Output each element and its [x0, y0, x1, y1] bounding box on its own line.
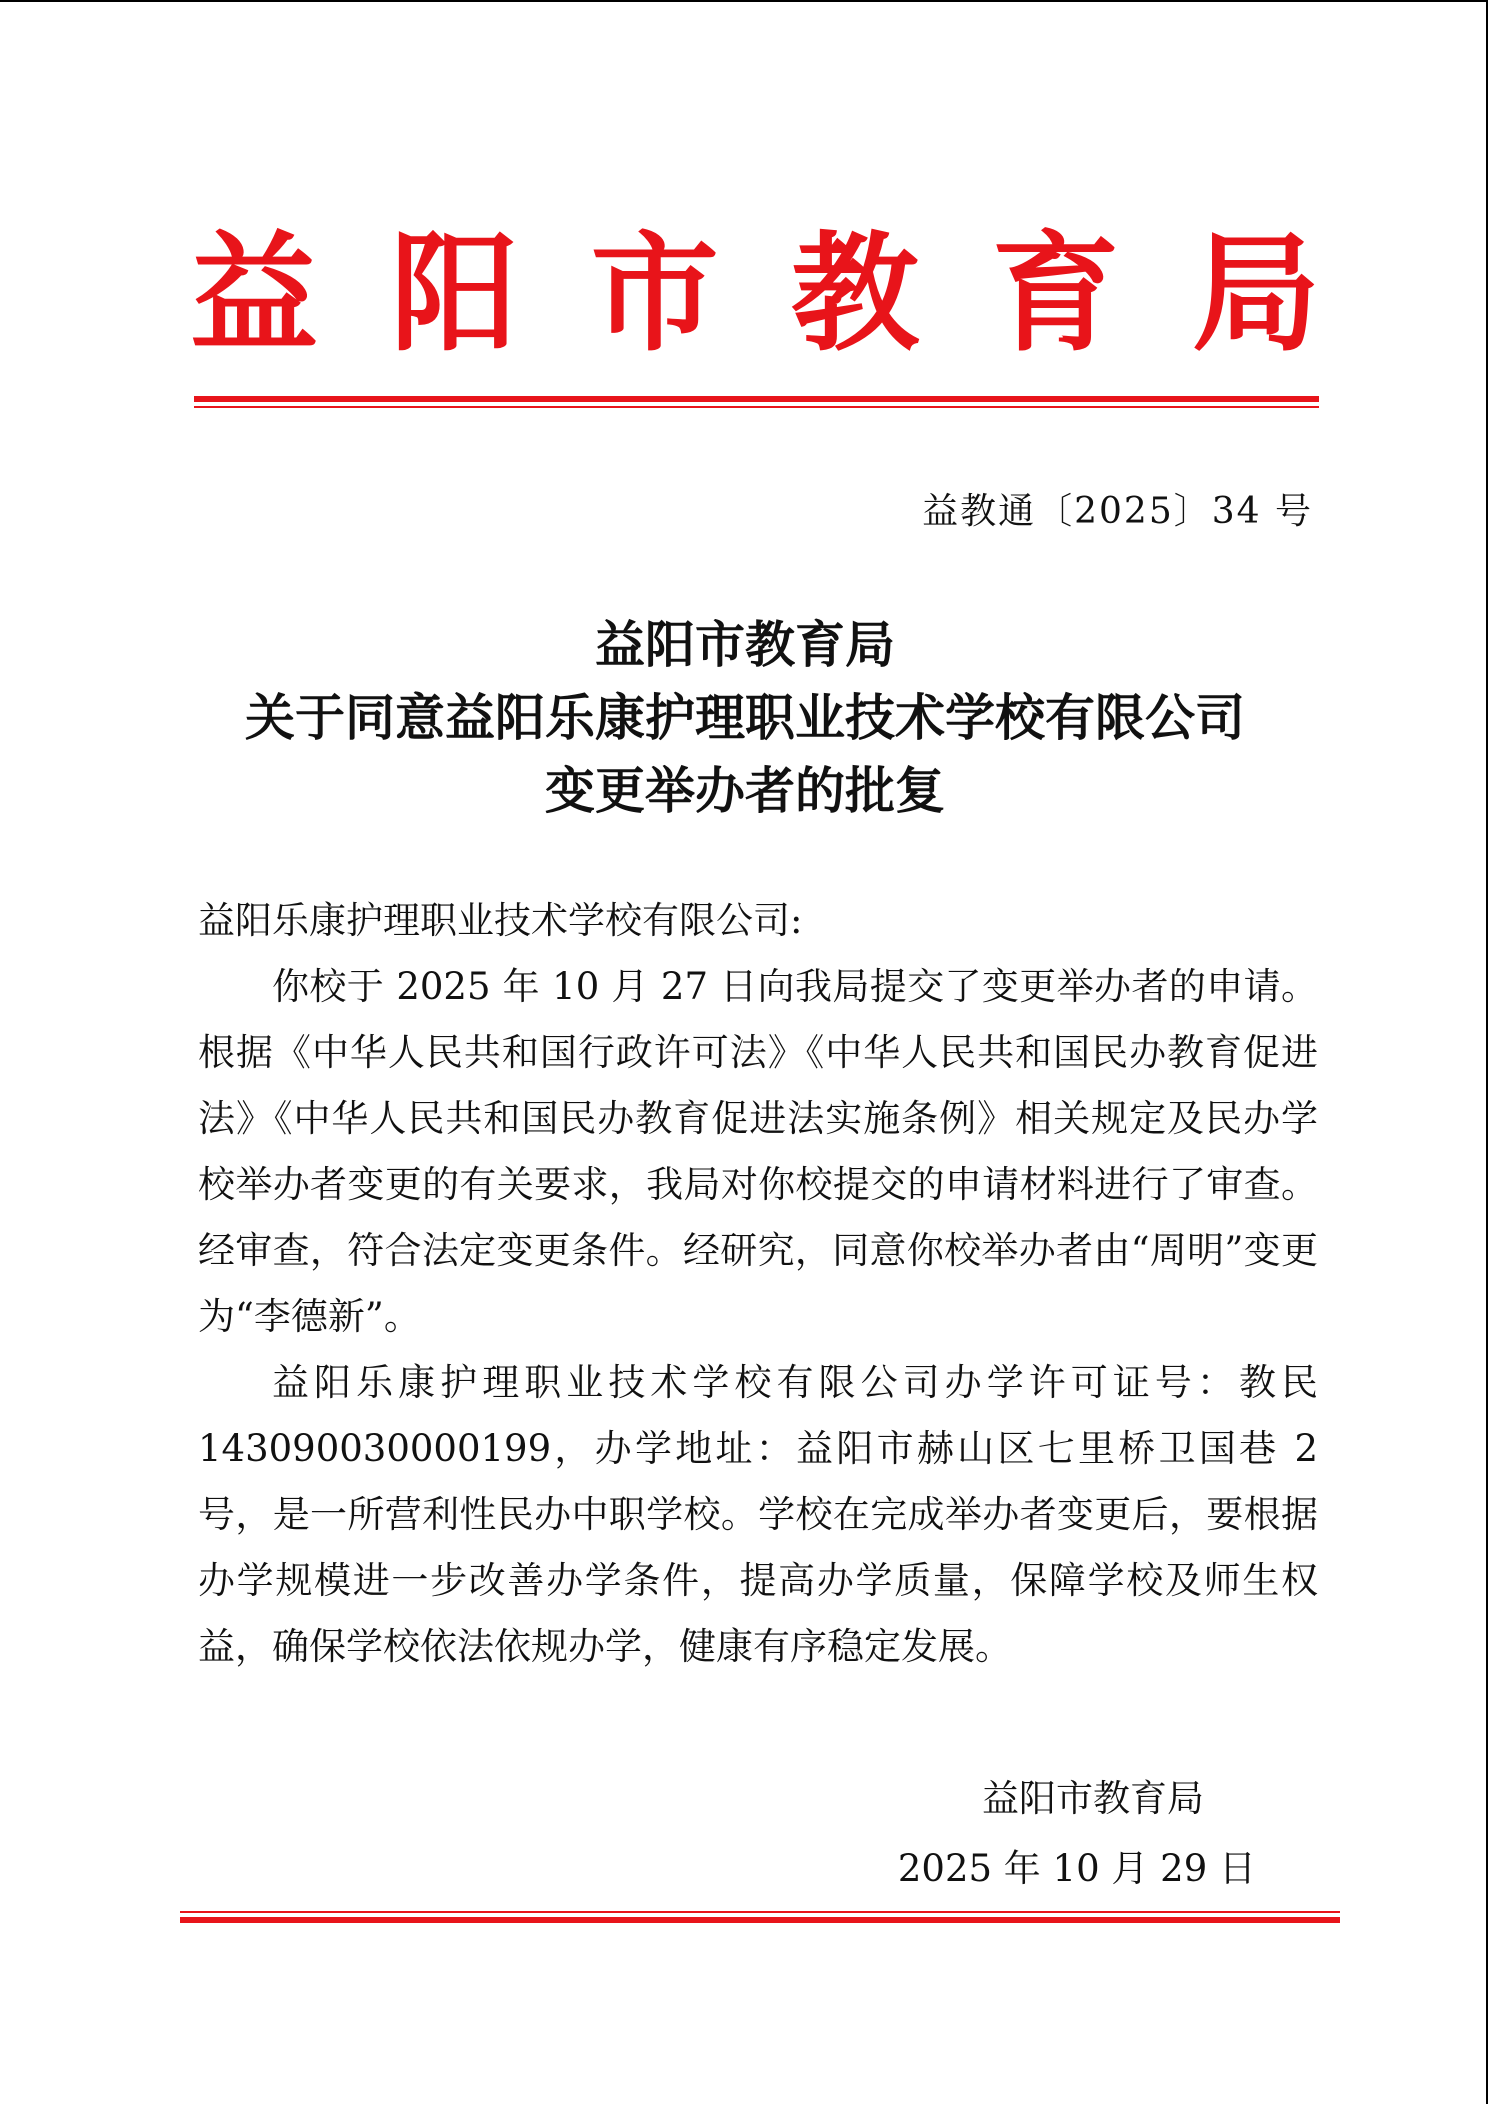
footer-divider-thick: [180, 1917, 1340, 1923]
masthead-char: 育: [991, 220, 1120, 369]
masthead-char: 教: [791, 220, 920, 369]
masthead-char: 益: [190, 220, 319, 369]
title-line: 益阳市教育局: [595, 615, 895, 674]
masthead-char: 市: [590, 220, 719, 369]
signature-date: 2025 年 10 月 29 日: [897, 1847, 1256, 1890]
signature-issuer: 益阳市教育局: [982, 1777, 1204, 1820]
masthead-char: 阳: [390, 220, 519, 369]
header-divider-thick: [194, 396, 1319, 402]
header-divider-thin: [194, 406, 1319, 408]
body-paragraph: 你校于 2025 年 10 月 27 日向我局提交了变更举办者的申请。根据《中华人民共和国行政许可法》《中华人民共和国民办教育促进法》《中华人民共和国民办教育促进法实施条例》相关规定及民办学校举办者变更的有关要求，我局对你校提交的申请材料进行了审查。经审查，符合法定变更条件。经研究，同意你校举办者由“周明”变更为“李德新”。: [198, 965, 1318, 1338]
document-body: [198, 888, 1318, 1680]
title-line: 关于同意益阳乐康护理职业技术学校有限公司: [245, 688, 1245, 747]
document-number: 益教通〔2025〕34 号: [922, 491, 1313, 532]
page-border-top: [0, 0, 1488, 2]
body-paragraph: 益阳乐康护理职业技术学校有限公司办学许可证号：教民143090030000199，办学地址：益阳市赫山区七里桥卫国巷 2 号，是一所营利性民办中职学校。学校在完成举办者变更后，要根据办学规模进一步改善办学条件，提高办学质量，保障学校及师生权益，确保学校依法依规办学，健康有序稳定发展。: [198, 1361, 1318, 1668]
masthead-char: 局: [1191, 220, 1320, 369]
salutation: 益阳乐康护理职业技术学校有限公司:: [198, 899, 803, 942]
footer-divider-thin: [180, 1911, 1340, 1913]
signature-block: [898, 1764, 1256, 1904]
document-title: [180, 608, 1310, 827]
masthead: [190, 220, 1320, 370]
title-line: 变更举办者的批复: [545, 761, 945, 820]
